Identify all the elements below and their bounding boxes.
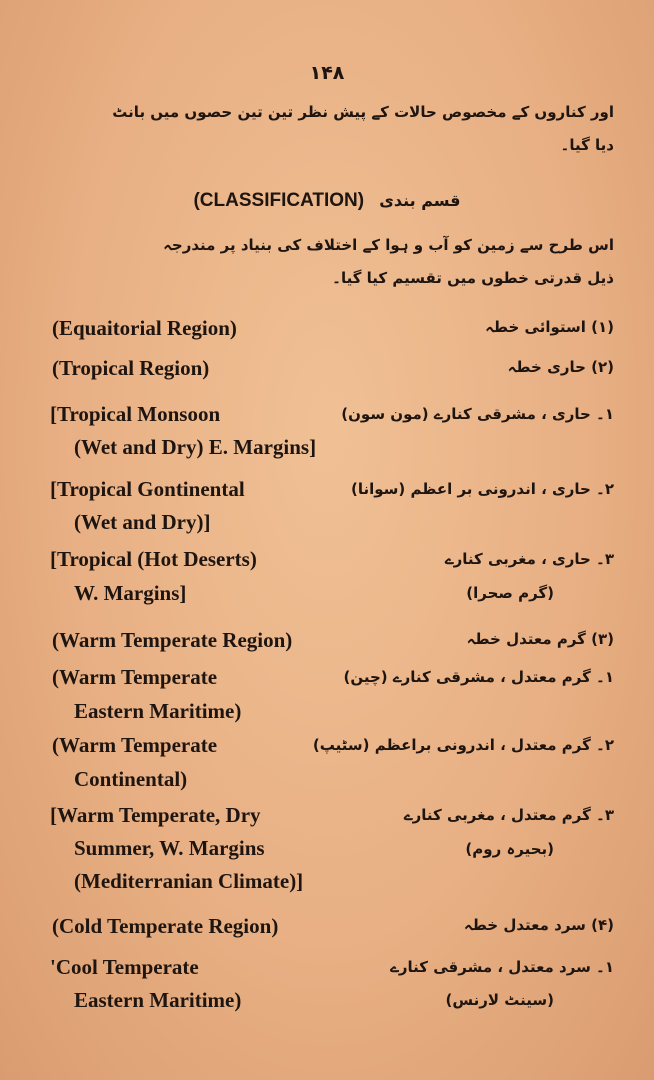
entry-urdu: ۳۔ گرم معتدل ، مغربی کنارے xyxy=(403,806,614,824)
entry-urdu-note: (گرم صحرا) xyxy=(466,584,554,602)
entry-urdu: ۳۔ حاری ، مغربی کنارے xyxy=(444,550,614,568)
entry-english-cont: (Mediterranian Climate)] xyxy=(74,869,304,893)
entry-urdu: (۲) حاری خطہ xyxy=(507,358,614,376)
entry-urdu: ۱۔ حاری ، مشرقی کنارے (مون سون) xyxy=(341,405,614,423)
entry-english: [Tropical Gontinental xyxy=(50,477,245,501)
entry-english: (Equaitorial Region) xyxy=(52,316,237,340)
entry-urdu: (۱) استوائی خطہ xyxy=(485,318,614,336)
section-heading xyxy=(0,190,654,212)
entry-urdu: (۴) سرد معتدل خطہ xyxy=(463,916,614,934)
entry-english-cont: Eastern Maritime) xyxy=(74,988,242,1012)
entry-english: (Warm Temperate xyxy=(52,733,218,757)
entry-english-cont: Continental) xyxy=(74,767,188,791)
entry-english: (Warm Temperate Region) xyxy=(52,628,293,652)
entry-urdu: ۲۔ حاری ، اندرونی بر اعظم (سوانا) xyxy=(350,480,614,498)
entry-urdu-note: (بحیرہ روم) xyxy=(465,840,554,858)
entry-urdu-note: (سینٹ لارنس) xyxy=(445,991,554,1009)
entry-english-cont: Eastern Maritime) xyxy=(74,699,242,723)
entry-english: [Warm Temperate, Dry xyxy=(50,803,261,827)
entry-urdu: (۳) گرم معتدل خطہ xyxy=(466,630,614,648)
heading-urdu: قسم بندی xyxy=(379,191,461,210)
entry-english: 'Cool Temperate xyxy=(50,955,199,979)
heading-english: (CLASSIFICATION) xyxy=(193,190,365,211)
para-line-2: ذیل قدرتی خطوں میں تقسیم کیا گیا۔ xyxy=(332,269,614,287)
entry-urdu: ۱۔ سرد معتدل ، مشرقی کنارے xyxy=(390,958,614,976)
entry-english: (Tropical Region) xyxy=(52,356,210,380)
para-line-1: اس طرح سے زمین کو آب و ہوا کے اختلاف کی بنیاد پر مندرجہ xyxy=(163,236,614,254)
entry-english: (Warm Temperate xyxy=(52,665,218,689)
entry-english: [Tropical Monsoon xyxy=(50,402,221,426)
entry-english-cont: (Wet and Dry)] xyxy=(74,510,211,534)
entry-english-cont: Summer, W. Margins xyxy=(74,836,265,860)
intro-line-2: دیا گیا۔ xyxy=(560,136,614,154)
entry-urdu: ۲۔ گرم معتدل ، اندرونی براعظم (سٹیپ) xyxy=(312,736,614,754)
entry-english-cont: W. Margins] xyxy=(74,581,187,605)
entry-urdu: ۱۔ گرم معتدل ، مشرقی کنارے (چین) xyxy=(343,668,614,686)
page-number: ۱۴۸ xyxy=(309,62,345,84)
entry-english: (Cold Temperate Region) xyxy=(52,914,279,938)
intro-line-1: اور کناروں کے مخصوص حالات کے پیش نظر تین تین حصوں میں بانٹ xyxy=(112,103,614,121)
entry-english: [Tropical (Hot Deserts) xyxy=(50,547,257,571)
entry-english-cont: (Wet and Dry) E. Margins] xyxy=(74,435,317,459)
